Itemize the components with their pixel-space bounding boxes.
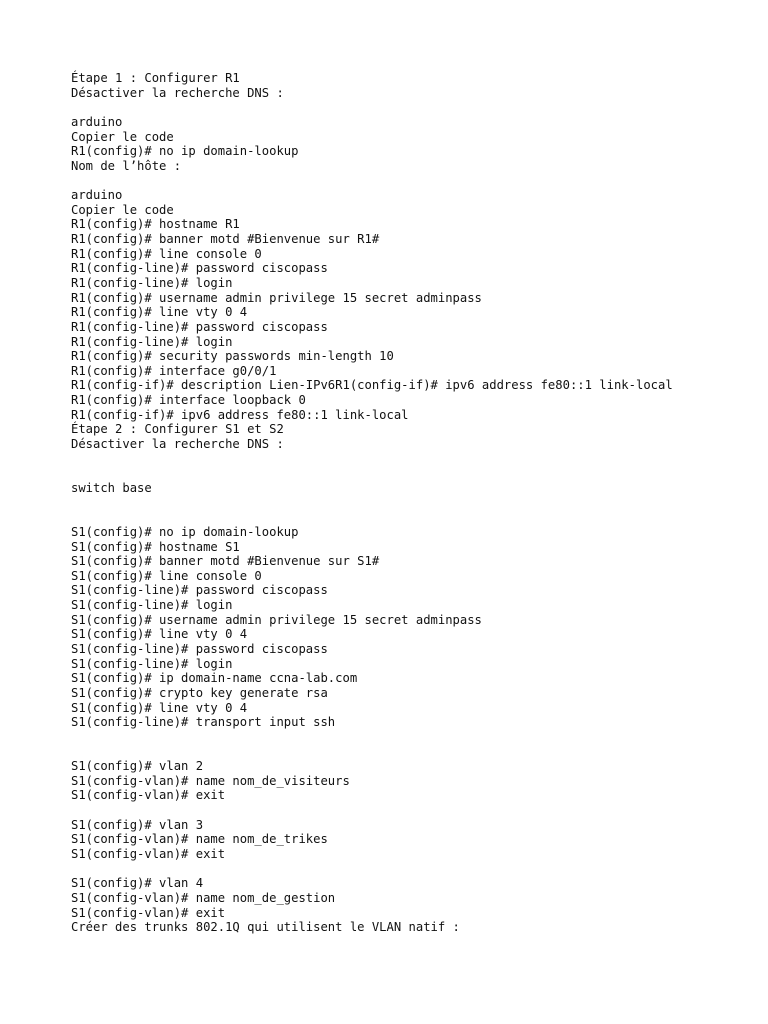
document-line: S1(config-vlan)# name nom_de_gestion <box>71 890 336 905</box>
document-line: S1(config)# line vty 0 4 <box>71 700 248 715</box>
document-line: R1(config)# line console 0 <box>71 246 262 261</box>
document-line: arduino <box>71 188 123 203</box>
document-line <box>71 452 673 467</box>
document-line: R1(config)# banner motd #Bienvenue sur R1# <box>71 232 380 247</box>
document-line: S1(config-vlan)# exit <box>71 905 226 920</box>
document-line <box>71 496 673 511</box>
document-line: R1(config)# line vty 0 4 <box>71 305 248 320</box>
document-line: Nom de l’hôte : <box>71 158 182 173</box>
document-line: S1(config-vlan)# name nom_de_trikes <box>71 832 328 847</box>
document-line: Étape 1 : Configurer R1 <box>71 71 240 85</box>
document-line: S1(config-line)# login <box>71 598 233 613</box>
document-line: R1(config)# security passwords min-length 10 <box>71 349 394 364</box>
document-line: R1(config)# interface g0/0/1 <box>71 363 277 378</box>
document-line: S1(config)# vlan 3 <box>71 817 204 832</box>
document-line: Copier le code <box>71 129 174 144</box>
document-line <box>71 744 673 759</box>
document-line <box>71 803 673 818</box>
document-line: R1(config-line)# password ciscopass <box>71 261 328 276</box>
document-line: Étape 2 : Configurer S1 et S2 <box>71 422 284 437</box>
document-line: S1(config-vlan)# name nom_de_visiteurs <box>71 773 350 788</box>
document-line: S1(config)# ip domain-name ccna-lab.com <box>71 671 358 686</box>
document-line: S1(config)# hostname S1 <box>71 539 240 554</box>
document-line <box>71 862 673 877</box>
document-line: S1(config)# vlan 2 <box>71 759 204 774</box>
document-line: S1(config-line)# login <box>71 656 233 671</box>
document-line <box>71 730 673 745</box>
document-line: R1(config-if)# ipv6 address fe80::1 link-local <box>71 407 409 422</box>
document-line <box>71 173 673 188</box>
document-line: switch base <box>71 480 152 495</box>
document-line: S1(config)# username admin privilege 15 secret adminpass <box>71 612 482 627</box>
document-line: S1(config)# banner motd #Bienvenue sur S1# <box>71 554 380 569</box>
document-line: S1(config-line)# password ciscopass <box>71 583 328 598</box>
document-line: S1(config-line)# transport input ssh <box>71 715 336 730</box>
document-line: Copier le code <box>71 202 174 217</box>
document-line: R1(config-line)# password ciscopass <box>71 319 328 334</box>
document-line: R1(config-line)# login <box>71 275 233 290</box>
document-line: R1(config)# no ip domain-lookup <box>71 144 299 159</box>
document-line: S1(config-vlan)# exit <box>71 846 226 861</box>
document-line: Créer des trunks 802.1Q qui utilisent le VLAN natif : <box>71 920 460 935</box>
document-line <box>71 466 673 481</box>
document-line: S1(config)# line console 0 <box>71 568 262 583</box>
document-line: S1(config)# no ip domain-lookup <box>71 524 299 539</box>
document-line: R1(config)# username admin privilege 15 secret adminpass <box>71 290 482 305</box>
document-line: S1(config)# vlan 4 <box>71 876 204 891</box>
document-line: S1(config-vlan)# exit <box>71 788 226 803</box>
document-line <box>71 510 673 525</box>
document-line: Désactiver la recherche DNS : <box>71 437 284 452</box>
document-line: R1(config)# interface loopback 0 <box>71 393 306 408</box>
document-line: R1(config-if)# description Lien-IPv6R1(config-if)# ipv6 address fe80::1 link-local <box>71 378 673 393</box>
document-body <box>71 71 673 935</box>
document-line: S1(config)# crypto key generate rsa <box>71 685 328 700</box>
document-line: Désactiver la recherche DNS : <box>71 85 284 100</box>
document-line: R1(config-line)# login <box>71 334 233 349</box>
document-line: arduino <box>71 114 123 129</box>
document-line <box>71 100 673 115</box>
document-line: S1(config-line)# password ciscopass <box>71 641 328 656</box>
document-line: S1(config)# line vty 0 4 <box>71 627 248 642</box>
document-line: R1(config)# hostname R1 <box>71 217 240 232</box>
